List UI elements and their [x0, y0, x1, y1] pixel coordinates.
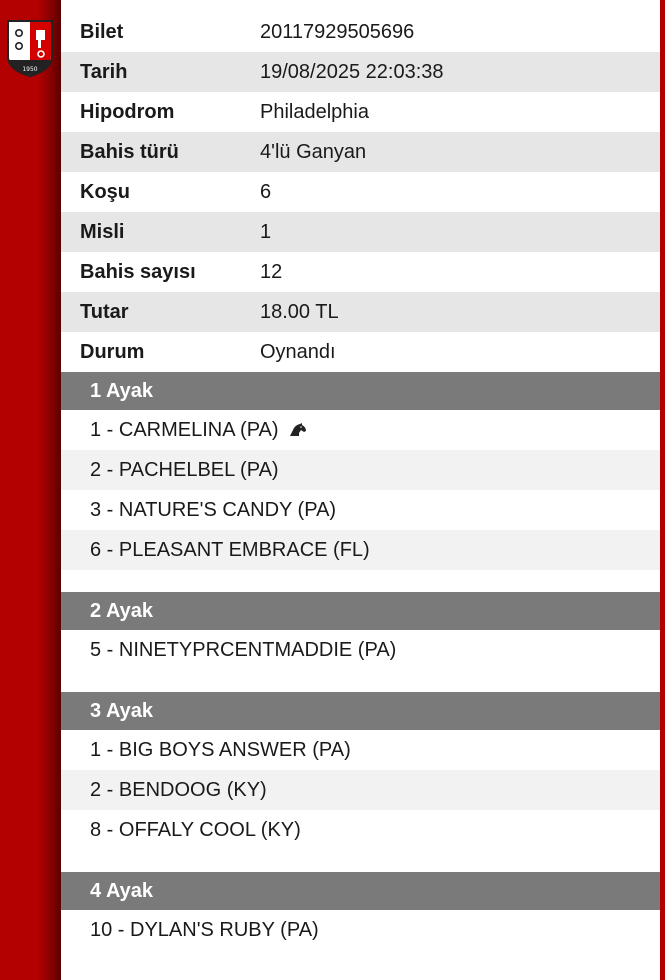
horse-label: 6 - PLEASANT EMBRACE (FL) [90, 538, 370, 561]
leg-4 [61, 872, 660, 950]
horse-label: 1 - CARMELINA (PA) [90, 418, 279, 441]
list-item [61, 530, 660, 570]
info-row-misli [61, 212, 660, 252]
info-label: Bahis sayısı [80, 260, 196, 283]
leg-header: 1 Ayak [61, 372, 660, 410]
list-item [61, 910, 660, 950]
info-value: 19/08/2025 22:03:38 [260, 60, 444, 83]
info-row-bahis-sayisi [61, 252, 660, 292]
info-label: Bilet [80, 20, 124, 43]
leg-header: 4 Ayak [61, 872, 660, 910]
info-label: Hipodrom [80, 100, 175, 123]
info-value: 6 [260, 180, 272, 203]
right-edge [660, 0, 665, 980]
info-label: Durum [80, 340, 145, 363]
ticket-content [61, 12, 660, 950]
horse-label: 8 - OFFALY COOL (KY) [90, 818, 301, 841]
horse-label: 3 - NATURE'S CANDY (PA) [90, 498, 337, 521]
info-row-bilet [61, 12, 660, 52]
info-row-tutar [61, 292, 660, 332]
horse-head-icon [289, 423, 307, 437]
horse-label: 2 - PACHELBEL (PA) [90, 458, 279, 481]
club-logo-icon [5, 18, 55, 78]
info-value: Philadelphia [260, 100, 369, 123]
info-label: Tutar [80, 300, 129, 323]
info-value: 20117929505696 [260, 20, 415, 43]
logo-year: 1950 [22, 66, 38, 73]
leg-1 [61, 372, 660, 592]
info-row-tarih [61, 52, 660, 92]
list-item [61, 730, 660, 770]
info-label: Tarih [80, 60, 128, 83]
info-row-bahis-turu [61, 132, 660, 172]
info-row-durum [61, 332, 660, 372]
leg-header: 3 Ayak [61, 692, 660, 730]
info-label: Koşu [80, 180, 130, 203]
list-item [61, 410, 660, 450]
list-item [61, 810, 660, 850]
list-item [61, 630, 660, 670]
list-item [61, 770, 660, 810]
leg-spacer [61, 570, 660, 592]
leg-header: 2 Ayak [61, 592, 660, 630]
info-value: 18.00 TL [260, 300, 339, 323]
leg-spacer [61, 670, 660, 692]
info-value: 12 [260, 260, 283, 283]
leg-3 [61, 692, 660, 872]
horse-label: 5 - NINETYPRCENTMADDIE (PA) [90, 638, 397, 661]
info-label: Misli [80, 220, 125, 243]
info-value: 4'lü Ganyan [260, 140, 367, 163]
info-label: Bahis türü [80, 140, 179, 163]
horse-label: 10 - DYLAN'S RUBY (PA) [90, 918, 319, 941]
horse-label: 1 - BIG BOYS ANSWER (PA) [90, 738, 351, 761]
info-row-kosu [61, 172, 660, 212]
info-row-hipodrom [61, 92, 660, 132]
horse-label: 2 - BENDOOG (KY) [90, 778, 267, 801]
leg-2 [61, 592, 660, 692]
info-value: 1 [260, 220, 272, 243]
sidebar [0, 0, 61, 980]
list-item [61, 490, 660, 530]
leg-spacer [61, 850, 660, 872]
list-item [61, 450, 660, 490]
ticket-info [61, 12, 660, 372]
info-value: Oynandı [260, 340, 336, 363]
